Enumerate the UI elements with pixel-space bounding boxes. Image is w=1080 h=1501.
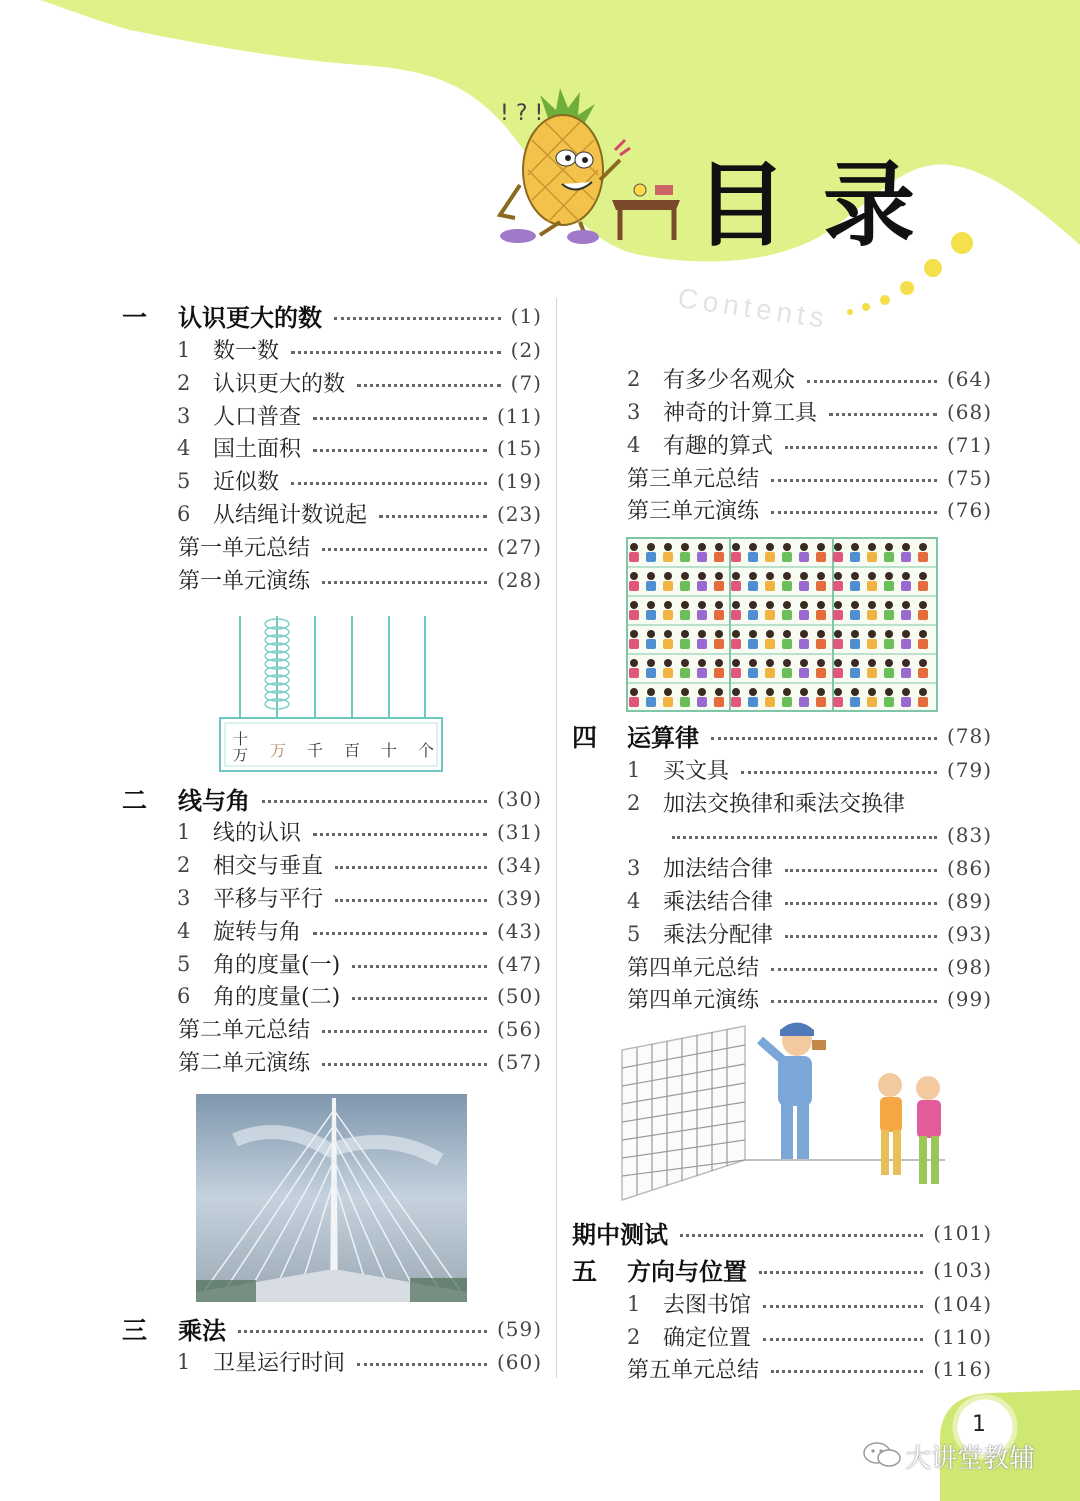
- toc-entry-title: 认识更大的数: [213, 372, 346, 397]
- toc-entry-title: 第四单元总结: [627, 956, 760, 981]
- page-ref: (56): [496, 1016, 542, 1041]
- section-number: 2: [177, 852, 191, 877]
- toc-entry-title: 认识更大的数: [178, 304, 322, 332]
- leader-dots: [352, 997, 487, 1000]
- toc-entry: [178, 530, 542, 563]
- page-ref: (83): [946, 822, 992, 847]
- toc-entry-title: 方向与位置: [627, 1258, 747, 1286]
- section-number: 4: [177, 435, 191, 460]
- toc-entry: [627, 818, 992, 851]
- toc-entry-title: 第三单元总结: [627, 467, 760, 492]
- section-number: 4: [627, 432, 641, 457]
- bridge-photo: [196, 1094, 467, 1302]
- leader-dots: [771, 511, 937, 514]
- toc-entry: [627, 1320, 992, 1353]
- toc-entry: [122, 1312, 542, 1345]
- abacus-label-bai: 百: [344, 741, 361, 760]
- leader-dots: [313, 833, 487, 836]
- toc-entry-title: 数一数: [213, 339, 280, 364]
- toc-entry: [177, 881, 542, 914]
- page-ref: (11): [496, 403, 542, 428]
- toc-entry-title: 有趣的算式: [663, 434, 774, 459]
- toc-entry-title: 卫星运行时间: [213, 1351, 346, 1376]
- page-ref: (86): [946, 855, 992, 880]
- toc-entry-title: 从结绳计数说起: [213, 503, 368, 528]
- leader-dots: [759, 1271, 923, 1274]
- wechat-icon: [862, 1440, 902, 1470]
- leader-dots: [741, 771, 937, 774]
- abacus-label-qian: 千: [307, 741, 324, 760]
- toc-entry: [627, 395, 992, 428]
- leader-dots: [322, 1030, 487, 1033]
- section-number: 5: [627, 921, 641, 946]
- page-ref: (99): [946, 986, 992, 1011]
- page-ref: (60): [496, 1349, 542, 1374]
- toc-entry: [122, 782, 542, 815]
- toc-entry: [572, 1216, 992, 1249]
- toc-entry-title: 加法结合律: [663, 857, 774, 882]
- painter-and-children-illustration: [622, 1023, 945, 1201]
- page-ref: (7): [510, 370, 542, 395]
- toc-entry: [177, 947, 542, 980]
- leader-dots: [357, 1363, 487, 1366]
- section-number: 1: [627, 1291, 641, 1316]
- chapter-number: 一: [122, 302, 148, 332]
- page-ref: (79): [946, 757, 992, 782]
- leader-dots: [763, 1338, 923, 1341]
- leader-dots: [335, 899, 487, 902]
- toc-entry: [122, 299, 542, 332]
- section-number: 3: [627, 399, 641, 424]
- section-number: 1: [177, 819, 191, 844]
- toc-entry: [177, 979, 542, 1012]
- page-number: 1: [972, 1412, 986, 1437]
- leader-dots: [771, 968, 937, 971]
- page-ref: (98): [946, 954, 992, 979]
- section-number: 2: [627, 1324, 641, 1349]
- page-ref: (103): [933, 1257, 992, 1282]
- toc-entry: [178, 1045, 542, 1078]
- toc-entry: [627, 786, 992, 819]
- section-number: 6: [177, 983, 191, 1008]
- toc-entry: [627, 493, 992, 526]
- page-ref: (2): [510, 337, 542, 362]
- section-number: 5: [177, 951, 191, 976]
- leader-dots: [785, 935, 937, 938]
- leader-dots: [771, 479, 937, 482]
- toc-entry: [627, 917, 992, 950]
- leader-dots: [335, 866, 487, 869]
- leader-dots: [291, 351, 501, 354]
- toc-entry: [572, 719, 992, 752]
- svg-text:! ? !: ! ? !: [500, 101, 544, 126]
- leader-dots: [785, 869, 937, 872]
- leader-dots: [829, 413, 937, 416]
- toc-entry: [627, 428, 992, 461]
- toc-entry: [627, 753, 992, 786]
- leader-dots: [807, 380, 937, 383]
- toc-entry-title: 线与角: [178, 787, 250, 815]
- toc-entry: [177, 497, 542, 530]
- toc-entry-title: 角的度量(二): [213, 985, 341, 1010]
- toc-entry: [627, 851, 992, 884]
- toc-entry: [177, 333, 542, 366]
- leader-dots: [291, 482, 487, 485]
- toc-entry-title: 乘法: [178, 1317, 226, 1345]
- leader-dots: [313, 449, 487, 452]
- toc-entry: [627, 982, 992, 1015]
- toc-entry-title: 第一单元总结: [178, 536, 311, 561]
- title-char-mu: 目: [695, 152, 788, 259]
- abacus-label-shi: 十: [381, 741, 398, 760]
- toc-entry-title: 期中测试: [572, 1221, 668, 1249]
- page-ref: (75): [946, 465, 992, 490]
- section-number: 3: [177, 885, 191, 910]
- leader-dots: [262, 800, 487, 803]
- leader-dots: [313, 932, 487, 935]
- leader-dots: [785, 902, 937, 905]
- page-ref: (110): [933, 1324, 992, 1349]
- toc-entry: [177, 1345, 542, 1378]
- toc-entry: [627, 1287, 992, 1320]
- section-number: 1: [177, 337, 191, 362]
- toc-entry-title: 人口普查: [213, 405, 302, 430]
- page-ref: (71): [946, 432, 992, 457]
- toc-entry-title: 乘法分配律: [663, 923, 774, 948]
- leader-dots: [352, 965, 487, 968]
- leader-dots: [238, 1330, 487, 1333]
- toc-entry-title: 确定位置: [663, 1326, 752, 1351]
- abacus-label-shiwan: 十万: [233, 730, 249, 764]
- toc-entry: [572, 1253, 992, 1286]
- leader-dots: [672, 836, 937, 839]
- section-number: 2: [177, 370, 191, 395]
- toc-entry: [177, 464, 542, 497]
- page-ref: (50): [496, 983, 542, 1008]
- page-ref: (27): [496, 534, 542, 559]
- toc-entry-title: 角的度量(一): [213, 953, 341, 978]
- leader-dots: [322, 1063, 487, 1066]
- section-number: 6: [177, 501, 191, 526]
- toc-entry-title: 乘法结合律: [663, 890, 774, 915]
- toc-entry-title: 第二单元演练: [178, 1051, 311, 1076]
- section-number: 1: [177, 1349, 191, 1374]
- section-number: 3: [177, 403, 191, 428]
- toc-entry-title: 旋转与角: [213, 920, 302, 945]
- toc-entry-title: 买文具: [663, 759, 730, 784]
- page-ref: (31): [496, 819, 542, 844]
- abacus-illustration: [220, 616, 442, 771]
- leader-dots: [771, 1370, 923, 1373]
- page-ref: (19): [496, 468, 542, 493]
- toc-entry-title: 相交与垂直: [213, 854, 324, 879]
- toc-entry-title: 国土面积: [213, 437, 302, 462]
- page-ref: (39): [496, 885, 542, 910]
- column-divider: [556, 298, 557, 1378]
- watermark-text: 大讲堂教辅: [905, 1444, 1036, 1474]
- page-ref: (59): [496, 1316, 542, 1341]
- toc-entry-title: 第四单元演练: [627, 988, 760, 1013]
- toc-entry: [627, 461, 992, 494]
- toc-entry-title: 近似数: [213, 470, 280, 495]
- chapter-number: 三: [122, 1315, 148, 1345]
- toc-entry-title: 加法交换律和乘法交换律: [663, 792, 906, 817]
- leader-dots: [322, 581, 487, 584]
- chapter-number: 二: [122, 785, 148, 815]
- toc-entry-title: 运算律: [627, 724, 699, 752]
- toc-entry: [627, 884, 992, 917]
- toc-entry: [627, 1352, 992, 1385]
- abacus-label-wan: 万: [270, 741, 287, 760]
- page-ref: (78): [946, 723, 992, 748]
- title-char-lu: 录: [823, 152, 916, 259]
- toc-entry-title: 有多少名观众: [663, 368, 796, 393]
- page-ref: (47): [496, 951, 542, 976]
- section-number: 5: [177, 468, 191, 493]
- leader-dots: [763, 1305, 923, 1308]
- leader-dots: [680, 1234, 923, 1237]
- audience-crowd-image: [627, 538, 937, 711]
- toc-entry-title: 神奇的计算工具: [663, 401, 818, 426]
- toc-entry-title: 平移与平行: [213, 887, 324, 912]
- leader-dots: [785, 446, 937, 449]
- page-ref: (101): [933, 1220, 992, 1245]
- toc-entry-title: 去图书馆: [663, 1293, 752, 1318]
- toc-entry-title: 第一单元演练: [178, 569, 311, 594]
- toc-entry: [178, 1012, 542, 1045]
- page-ref: (93): [946, 921, 992, 946]
- toc-entry: [177, 914, 542, 947]
- toc-entry-title: 第二单元总结: [178, 1018, 311, 1043]
- section-number: 1: [627, 757, 641, 782]
- section-number: 4: [627, 888, 641, 913]
- page-ref: (15): [496, 435, 542, 460]
- page-ref: (68): [946, 399, 992, 424]
- leader-dots: [334, 317, 501, 320]
- toc-entry: [177, 399, 542, 432]
- contents-subtitle: Contents: [675, 282, 831, 335]
- page-ref: (23): [496, 501, 542, 526]
- section-number: 4: [177, 918, 191, 943]
- toc-entry-title: 线的认识: [213, 821, 302, 846]
- leader-dots: [711, 737, 937, 740]
- leader-dots: [313, 417, 487, 420]
- page-ref: (30): [496, 786, 542, 811]
- toc-entry: [177, 848, 542, 881]
- page-ref: (43): [496, 918, 542, 943]
- section-number: 2: [627, 366, 641, 391]
- leader-dots: [357, 384, 501, 387]
- page-ref: (34): [496, 852, 542, 877]
- page-ref: (64): [946, 366, 992, 391]
- leader-dots: [322, 548, 487, 551]
- toc-entry-title: 第五单元总结: [627, 1358, 760, 1383]
- toc-entry: [627, 362, 992, 395]
- page-ref: (76): [946, 497, 992, 522]
- chapter-number: 四: [572, 722, 598, 752]
- page-ref: (104): [933, 1291, 992, 1316]
- section-number: 3: [627, 855, 641, 880]
- section-number: 2: [627, 790, 641, 815]
- leader-dots: [771, 1000, 937, 1003]
- leader-dots: [379, 515, 487, 518]
- page-ref: (1): [510, 303, 542, 328]
- abacus-label-ge: 个: [418, 741, 435, 760]
- toc-entry: [177, 366, 542, 399]
- toc-entry: [177, 815, 542, 848]
- toc-entry: [177, 431, 542, 464]
- toc-entry: [627, 950, 992, 983]
- toc-entry-title: 第三单元演练: [627, 499, 760, 524]
- chapter-number: 五: [572, 1256, 598, 1286]
- page-ref: (116): [933, 1356, 992, 1381]
- page-ref: (57): [496, 1049, 542, 1074]
- page-ref: (89): [946, 888, 992, 913]
- toc-entry: [178, 563, 542, 596]
- page-ref: (28): [496, 567, 542, 592]
